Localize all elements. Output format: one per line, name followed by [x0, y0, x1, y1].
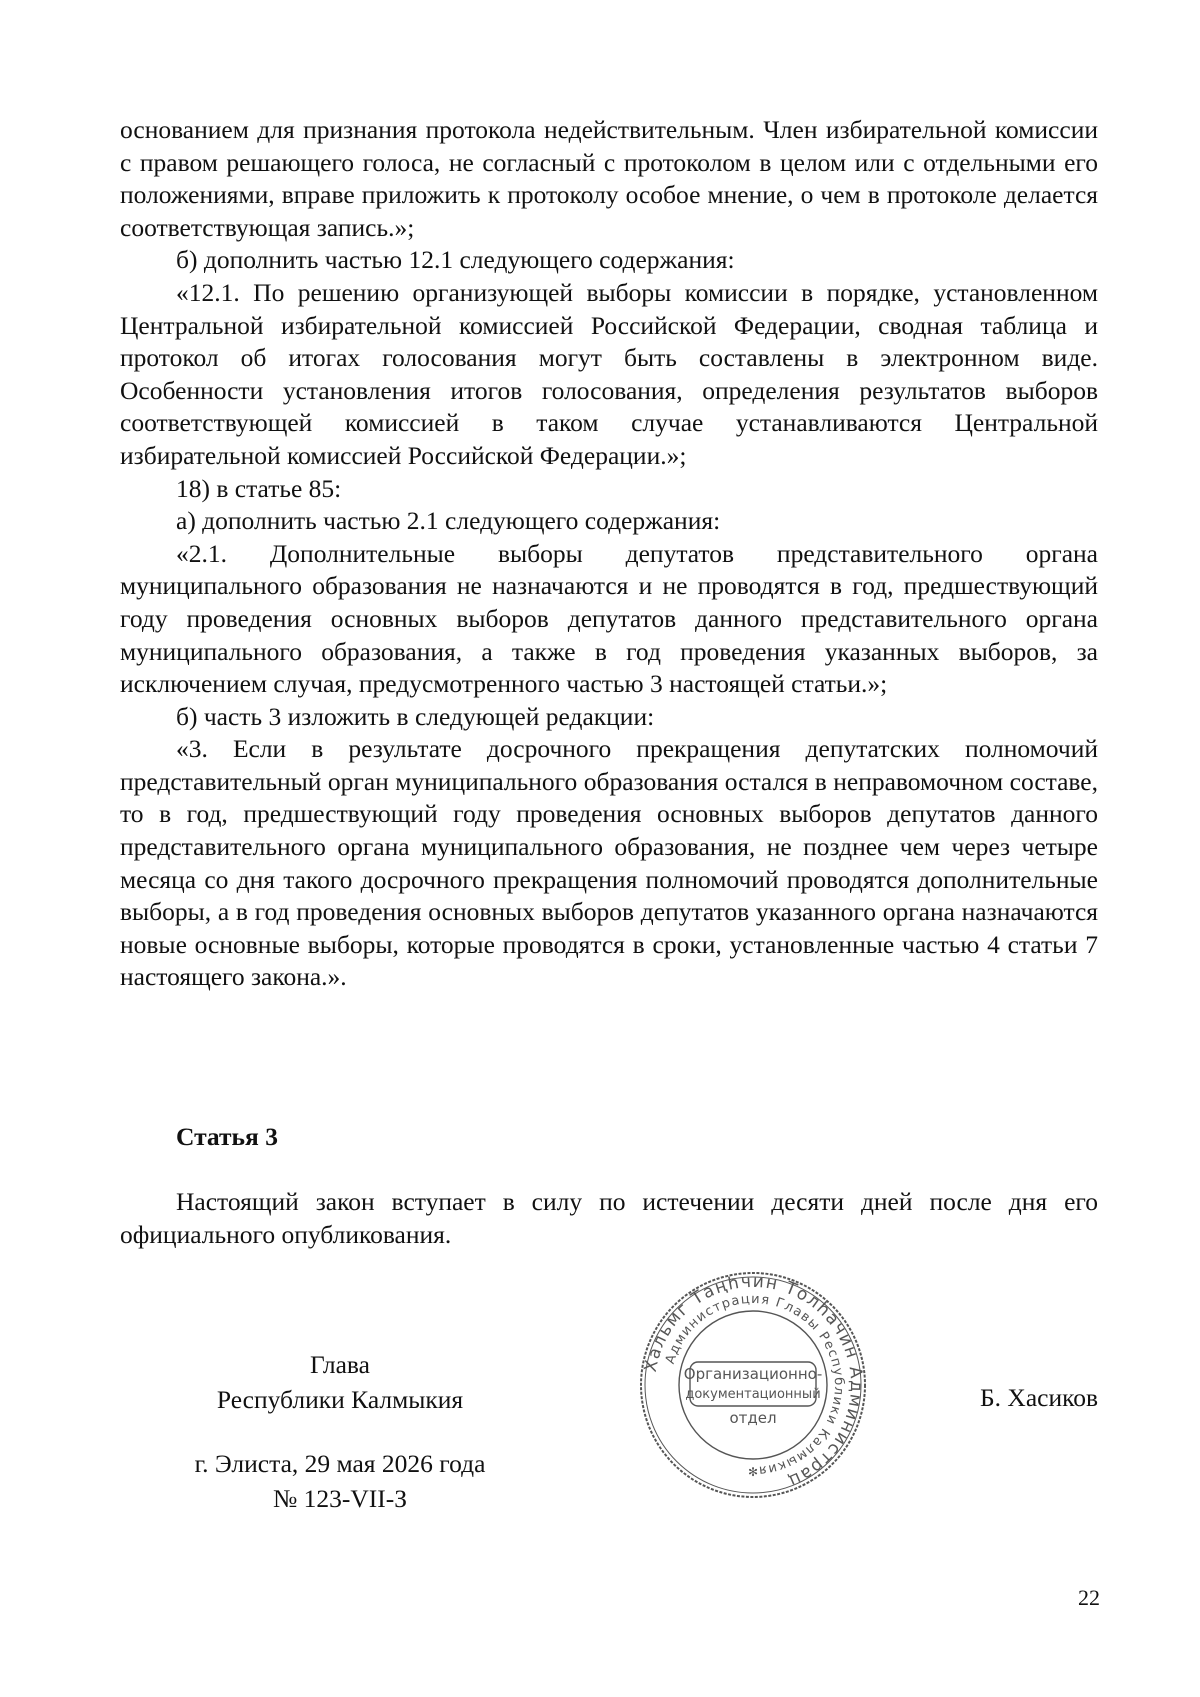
page-number: 22	[1078, 1585, 1100, 1610]
article-text: Настоящий закон вступает в силу по истечении десяти дней после дня его официального опубликования.	[120, 1187, 1098, 1249]
signer-name: Б. Хасиков	[980, 1383, 1098, 1412]
body-text	[120, 114, 1098, 994]
place-date-block	[170, 1446, 510, 1516]
signer-title	[190, 1347, 490, 1417]
article-heading: Статья 3	[176, 1122, 278, 1151]
paragraph-7: «3. Если в результате досрочного прекращения депутатских полномочий представительный орган муниципального образования остался в неправомочном составе, то в год, предшествующий году проведения основных выборов депутатов данного представительного органа муниципального образования, не позднее чем через четыре месяца со дня такого досрочного прекращения полномочий проводятся дополнительные выборы, а в год проведения основных выборов депутатов указанного органа назначаются новые основные выборы, которые проводятся в сроки, установленные частью 4 статьи 7 настоящего закона.».	[120, 734, 1098, 992]
stamp-outer-text: Хальмг Таңһчин Толһачин Администрац	[640, 1271, 867, 1492]
stamp-inner-line-1: Организационно-	[683, 1365, 823, 1383]
signer-title-line-1: Глава	[310, 1350, 370, 1379]
law-number: № 123-VII-З	[272, 1484, 408, 1513]
stamp-inner-ring	[679, 1311, 827, 1459]
paragraph-6: б) часть 3 изложить в следующей редакции:	[176, 701, 655, 731]
official-stamp	[638, 1270, 868, 1500]
paragraph-5: «2.1. Дополнительные выборы депутатов представительного органа муниципального образования не назначаются и не проводятся в год, предшествующий году проведения основных выборов депутатов данного представительного органа муниципального образования, а также в год проведения указанных выборов, за исключением случая, предусмотренного частью 3 настоящей статьи.»;	[120, 538, 1098, 699]
signer-title-line-2: Республики Калмыкия	[216, 1385, 464, 1414]
paragraph-0: основанием для признания протокола недействительным. Член избирательной комиссии с правом решающего голоса, не согласный с протоколом в целом или с отдельными его положениями, вправе приложить к протоколу особое мнение, о чем в протоколе делается соответствующая запись.»;	[120, 115, 1098, 242]
paragraph-2: «12.1. По решению организующей выборы комиссии в порядке, установленном Центральной избирательной комиссией Российской Федерации, сводная таблица и протокол об итогах голосования могут быть составлены в электронном виде. Особенности установления итогов голосования, определения результатов выборов соответствующей комиссией в таком случае устанавливаются Центральной избирательной комиссией Российской Федерации.»;	[120, 277, 1098, 470]
paragraph-4: а) дополнить частью 2.1 следующего содержания:	[176, 506, 721, 536]
stamp-inner-line-2: документационный	[685, 1387, 821, 1402]
stamp-star-icon: ✻	[747, 1465, 759, 1479]
paragraph-3: 18) в статье 85:	[176, 473, 342, 503]
stamp-outer-text-2: Администрация Главы Республики Калмыкия	[662, 1291, 847, 1478]
paragraph-1: б) дополнить частью 12.1 следующего содержания:	[176, 245, 735, 275]
place-date: г. Элиста, 29 мая 2026 года	[194, 1449, 486, 1478]
stamp-inner-line-3: отдел	[729, 1409, 777, 1427]
